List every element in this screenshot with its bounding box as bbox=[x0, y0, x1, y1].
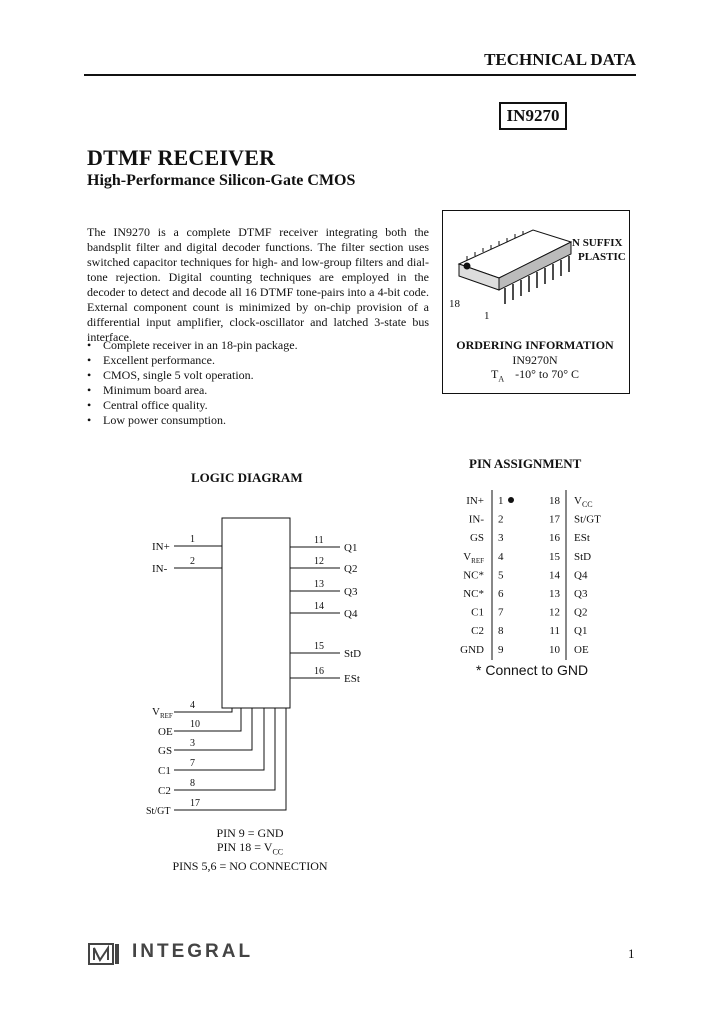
pa-left-name: C1 bbox=[471, 606, 484, 619]
pa-right-pin: 15 bbox=[549, 550, 560, 563]
logic-diagram-title: LOGIC DIAGRAM bbox=[191, 470, 303, 485]
feature-item: • Excellent performance. bbox=[87, 353, 417, 368]
logic-label-std: StD bbox=[344, 648, 362, 660]
logic-pin-in-minus: 2 bbox=[190, 556, 195, 567]
suffix-line2: PLASTIC bbox=[578, 251, 626, 263]
logic-label-gs: GS bbox=[158, 745, 173, 757]
suffix-line1: N SUFFIX bbox=[572, 237, 623, 249]
logic-pin-vref: 4 bbox=[190, 700, 195, 711]
logic-label-vref: $V_{REF}$ bbox=[152, 706, 173, 720]
pa-left-pin: 8 bbox=[498, 625, 504, 638]
pa-right-name: Q4 bbox=[574, 569, 588, 582]
pa-right-name: Q1 bbox=[574, 625, 588, 638]
note-vcc bbox=[140, 840, 360, 859]
header-rule bbox=[84, 74, 636, 76]
pa-left-pin: 5 bbox=[498, 569, 504, 582]
pin-assignment-note: * Connect to GND bbox=[476, 662, 589, 678]
logic-pin-q3: 13 bbox=[314, 579, 324, 590]
logic-pin-q1: 11 bbox=[314, 535, 324, 546]
logic-label-q3: Q3 bbox=[344, 586, 358, 598]
pa-left-name: GND bbox=[460, 643, 484, 656]
description-paragraph: The IN9270 is a complete DTMF receiver integrating both the bandsplit filter and digital decoder functions. The filter section uses switched capacitor techniques for high- and low-group filters and dial-tone rejection. Digital counting techniques are employed in the decoder to detect and decode all 16 DTMF tone-pairs into a 4-bit code. External component count is minimized by on-chip provision of a differential input amplifier, clock-oscillator and latched 3-state bus interface. bbox=[87, 225, 429, 344]
pa-left-name: C2 bbox=[471, 625, 484, 638]
pa-left-pin: 2 bbox=[498, 513, 504, 526]
note-gnd: PIN 9 = GND bbox=[216, 826, 284, 840]
temp-symbol: T bbox=[490, 367, 499, 381]
pin-assignment-title: PIN ASSIGNMENT bbox=[469, 456, 582, 471]
pin-1-label: 1 bbox=[484, 310, 490, 322]
package-suffix bbox=[572, 236, 626, 264]
note-nc: PINS 5,6 = NO CONNECTION bbox=[172, 859, 328, 874]
footer-brand: INTEGRAL bbox=[132, 941, 254, 962]
ordering-heading: ORDERING INFORMATION bbox=[456, 338, 614, 352]
logic-pin-gs: 3 bbox=[190, 738, 195, 749]
pa-right-name: OE bbox=[574, 643, 589, 656]
pa-left-name: NC* bbox=[463, 588, 484, 600]
pa-right-pin: 14 bbox=[549, 569, 560, 582]
pa-left-name: IN- bbox=[468, 513, 484, 526]
logic-pin-est: 16 bbox=[314, 666, 324, 677]
logic-label-c1: C1 bbox=[158, 765, 171, 777]
pa-left-name: NC* bbox=[463, 569, 484, 582]
pin-18-label: 18 bbox=[449, 298, 460, 310]
pa-right-name: StD bbox=[574, 550, 592, 563]
pa-right-pin: 16 bbox=[549, 532, 560, 545]
logic-pin-stgt: 17 bbox=[190, 798, 200, 809]
pa-right-pin: 17 bbox=[549, 513, 560, 526]
pa-right-pin: 18 bbox=[549, 495, 560, 507]
note-vcc-sub: CC bbox=[272, 847, 284, 857]
logic-pin-oe: 10 bbox=[190, 719, 200, 730]
pa-left-pin: 1 bbox=[498, 495, 504, 507]
logic-chip-body bbox=[222, 518, 290, 708]
pa-right-pin: 13 bbox=[549, 588, 560, 600]
pa-right-name: St/GT bbox=[574, 513, 601, 526]
feature-item: • Low power consumption. bbox=[87, 413, 417, 428]
pa-left-name: IN+ bbox=[466, 495, 484, 507]
product-subtitle: High-Performance Silicon-Gate CMOS bbox=[87, 172, 356, 189]
pa-right-name: Q2 bbox=[574, 606, 588, 619]
logic-label-in-minus: IN- bbox=[152, 563, 168, 575]
temp-range: -10° to 70° C bbox=[515, 367, 580, 381]
pa-right-pin: 12 bbox=[549, 606, 560, 619]
header-title: TECHNICAL DATA bbox=[484, 50, 636, 69]
pin-assignment-diagram bbox=[454, 490, 614, 662]
integral-logo-icon bbox=[88, 942, 126, 966]
logic-label-oe: OE bbox=[158, 726, 173, 738]
product-title: DTMF RECEIVER bbox=[87, 145, 276, 170]
logic-label-stgt: St/GT bbox=[146, 806, 171, 817]
logic-pin-in-plus: 1 bbox=[190, 534, 195, 545]
logic-pin-c2: 8 bbox=[190, 778, 195, 789]
ordering-part: IN9270N bbox=[512, 353, 558, 367]
note-vcc-prefix: PIN 18 = V bbox=[216, 840, 273, 854]
pa-left-pin: 9 bbox=[498, 643, 504, 656]
pa-right-pin: 10 bbox=[549, 643, 560, 656]
feature-item: • CMOS, single 5 volt operation. bbox=[87, 368, 417, 383]
feature-item: • Central office quality. bbox=[87, 398, 417, 413]
pa-left-name: GS bbox=[469, 532, 484, 545]
dip-package-drawing bbox=[443, 212, 627, 332]
feature-item: • Minimum board area. bbox=[87, 383, 417, 398]
pa-left-pin: 3 bbox=[498, 532, 504, 545]
logic-label-q2: Q2 bbox=[344, 563, 358, 575]
logic-pin-std: 15 bbox=[314, 641, 324, 652]
pa-right-pin: 11 bbox=[549, 625, 560, 638]
logic-label-est: ESt bbox=[344, 673, 360, 685]
temp-sub: A bbox=[498, 374, 505, 384]
pa-right-name: ESt bbox=[574, 532, 590, 545]
page-number: 1 bbox=[628, 946, 635, 961]
pa-left-pin: 7 bbox=[498, 606, 504, 619]
feature-list bbox=[87, 338, 417, 428]
pa-right-name: $V_{CC}$ bbox=[574, 495, 593, 509]
pin1-dot bbox=[508, 497, 514, 503]
pa-left-pin: 4 bbox=[498, 550, 504, 563]
logic-label-q4: Q4 bbox=[344, 608, 358, 620]
pa-left-pin: 6 bbox=[498, 588, 504, 600]
ordering-temperature bbox=[442, 367, 628, 383]
logic-label-in-plus: IN+ bbox=[152, 541, 170, 553]
logic-label-q1: Q1 bbox=[344, 542, 358, 554]
pa-right-name: Q3 bbox=[574, 588, 588, 600]
logic-notes bbox=[140, 826, 360, 873]
pa-left-name: $V_{REF}$ bbox=[463, 550, 484, 565]
part-number-box: IN9270 bbox=[499, 102, 567, 130]
logic-pin-q2: 12 bbox=[314, 556, 324, 567]
logic-pin-q4: 14 bbox=[314, 601, 324, 612]
logic-label-c2: C2 bbox=[158, 785, 171, 797]
feature-item: • Complete receiver in an 18-pin package. bbox=[87, 338, 417, 353]
logic-diagram bbox=[140, 512, 380, 822]
logic-pin-c1: 7 bbox=[190, 758, 195, 769]
